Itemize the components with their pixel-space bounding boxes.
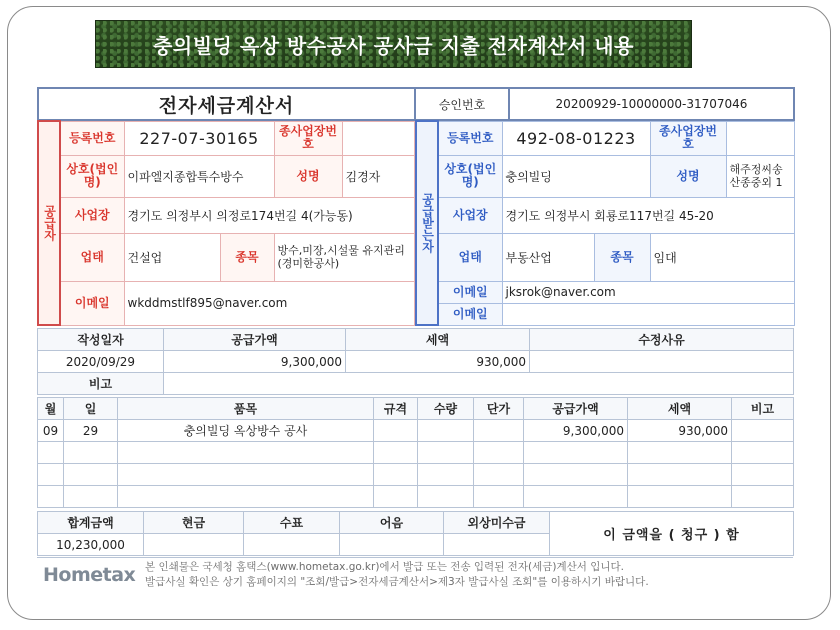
supplier-rep: 김경자 <box>342 155 414 197</box>
revision-reason <box>530 351 794 373</box>
buyer-name: 충의빌딩 <box>502 155 650 197</box>
credit-amount <box>444 534 550 556</box>
row-day: 29 <box>64 420 118 442</box>
disclaimer-line-1: 본 인쇄물은 국세청 홈택스(www.hometax.go.kr)에서 발급 또는 전송 입력된 전자(세금)계산서 입니다. <box>145 561 624 573</box>
cash-amount <box>144 534 244 556</box>
issue-date: 2020/09/29 <box>38 351 164 373</box>
tax-amount: 930,000 <box>346 351 530 373</box>
invoice-title: 전자세금계산서 <box>38 88 415 120</box>
row-note <box>732 420 794 442</box>
supplier-name-label: 상호(법인명) <box>60 155 124 197</box>
supplier-section <box>37 120 415 326</box>
col-qty: 수량 <box>418 398 474 420</box>
col-day: 일 <box>64 398 118 420</box>
approval-number: 20200929-10000000-31707046 <box>509 88 794 120</box>
disclaimer <box>145 560 793 590</box>
buyer-section <box>415 120 795 326</box>
buyer-addr-label: 사업장 <box>438 197 502 233</box>
credit-label: 외상미수금 <box>444 512 550 534</box>
bill-label: 어음 <box>340 512 444 534</box>
total-label: 합계금액 <box>38 512 144 534</box>
row-spec <box>374 420 418 442</box>
buyer-email2-label: 이메일 <box>438 303 502 325</box>
supplier-branch-label: 종사업장번호 <box>274 121 342 155</box>
footer <box>37 557 793 592</box>
row-qty <box>418 420 474 442</box>
tax-label: 세액 <box>346 329 530 351</box>
note-label: 비고 <box>38 373 164 395</box>
row-supply: 9,300,000 <box>524 420 628 442</box>
supplier-reg-no: 227-07-30165 <box>124 121 274 155</box>
supplier-side-label: 공급자 <box>38 121 60 325</box>
bill-amount <box>340 534 444 556</box>
buyer-email-label: 이메일 <box>438 281 502 303</box>
check-amount <box>244 534 340 556</box>
buyer-type-label: 업태 <box>438 233 502 281</box>
buyer-item: 임대 <box>650 233 794 281</box>
date-label: 작성일자 <box>38 329 164 351</box>
buyer-address: 경기도 의정부시 회룡로117번길 45-20 <box>502 197 794 233</box>
col-supply: 공급가액 <box>524 398 628 420</box>
totals-table <box>37 511 794 556</box>
supplier-email-label: 이메일 <box>60 281 124 325</box>
buyer-item-label: 종목 <box>594 233 650 281</box>
buyer-name-label: 상호(법인명) <box>438 155 502 197</box>
supplier-type: 건설업 <box>124 233 220 281</box>
col-spec: 규격 <box>374 398 418 420</box>
table-row <box>38 420 794 442</box>
buyer-branch-label: 종사업장번호 <box>650 121 726 155</box>
supplier-reg-label: 등록번호 <box>60 121 124 155</box>
supply-amount: 9,300,000 <box>164 351 346 373</box>
buyer-side-label: 공급받는자 <box>416 121 438 325</box>
table-row <box>38 464 794 486</box>
slide-title: 충의빌딩 옥상 방수공사 공사금 지출 전자계산서 내용 <box>95 20 692 68</box>
hometax-logo: Hometax <box>43 564 136 586</box>
buyer-reg-no: 492-08-01223 <box>502 121 650 155</box>
reason-label: 수정사유 <box>530 329 794 351</box>
claim-text: 이 금액을 ( 청구 ) 함 <box>550 512 794 556</box>
row-unit-price <box>474 420 524 442</box>
supplier-item-label: 종목 <box>220 233 274 281</box>
supplier-item: 방수,미장,시설물 유지관리 (경미한공사) <box>274 233 414 281</box>
approval-label: 승인번호 <box>415 88 509 120</box>
buyer-type: 부동산업 <box>502 233 594 281</box>
total-amount: 10,230,000 <box>38 534 144 556</box>
row-month: 09 <box>38 420 64 442</box>
supplier-type-label: 업태 <box>60 233 124 281</box>
summary-table <box>37 328 794 395</box>
cash-label: 현금 <box>144 512 244 534</box>
buyer-branch-no <box>726 121 794 155</box>
col-unit-price: 단가 <box>474 398 524 420</box>
supplier-addr-label: 사업장 <box>60 197 124 233</box>
col-item: 품목 <box>118 398 374 420</box>
supplier-name: 이파엘지종합특수방수 <box>124 155 274 197</box>
row-item: 충의빌딩 옥상방수 공사 <box>118 420 374 442</box>
col-note: 비고 <box>732 398 794 420</box>
buyer-email2 <box>502 303 794 325</box>
buyer-rep-label: 성명 <box>650 155 726 197</box>
buyer-rep: 해주정씨송산종중외 1 <box>726 155 794 197</box>
table-row <box>38 486 794 508</box>
note-value <box>164 373 794 395</box>
col-tax: 세액 <box>628 398 732 420</box>
table-row <box>38 442 794 464</box>
supplier-branch-no <box>342 121 414 155</box>
disclaimer-line-2: 발급사실 확인은 상기 홈페이지의 "조회/발급>전자세금계산서>제3자 발급사실 조회"를 이용하시기 바랍니다. <box>145 576 649 588</box>
supplier-email: wkddmstlf895@naver.com <box>124 281 414 325</box>
buyer-email: jksrok@naver.com <box>502 281 794 303</box>
check-label: 수표 <box>244 512 340 534</box>
supply-label: 공급가액 <box>164 329 346 351</box>
supplier-rep-label: 성명 <box>274 155 342 197</box>
supplier-address: 경기도 의정부시 의정로174번길 4(가능동) <box>124 197 414 233</box>
row-tax: 930,000 <box>628 420 732 442</box>
tax-invoice <box>37 87 793 595</box>
invoice-header <box>37 87 795 121</box>
buyer-reg-label: 등록번호 <box>438 121 502 155</box>
col-month: 월 <box>38 398 64 420</box>
items-table <box>37 397 794 508</box>
